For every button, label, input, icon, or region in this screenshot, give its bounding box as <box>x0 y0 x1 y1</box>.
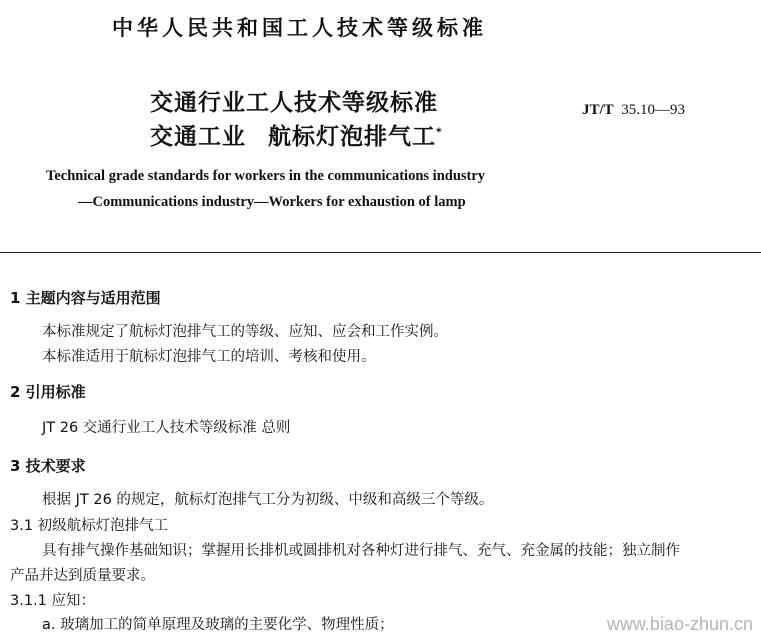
document-title-line1: 交通行业工人技术等级标准 <box>150 90 438 116</box>
standard-code-number: 35.10—93 <box>621 102 685 118</box>
header-divider <box>0 252 761 253</box>
section-1-paragraph-2: 本标准适用于航标灯泡排气工的培训、考核和使用。 <box>42 349 376 365</box>
section-3-1-paragraph-line2: 产品并达到质量要求。 <box>10 568 155 584</box>
section-3-1-1-item-a: a. 玻璃加工的简单原理及玻璃的主要化学、物理性质； <box>42 617 394 633</box>
document-title-line2 <box>150 118 443 151</box>
section-2-reference: JT 26 交通行业工人技术等级标准 总则 <box>42 420 291 436</box>
title-occupation: 航标灯泡排气工 <box>268 124 436 150</box>
section-3-1-1-heading: 3.1.1 应知： <box>10 593 96 609</box>
section-3-1-heading: 3.1 初级航标灯泡排气工 <box>10 518 169 534</box>
footnote-mark: * <box>436 125 443 139</box>
section-2-heading: 2 引用标准 <box>10 383 86 401</box>
english-title-line1: Technical grade standards for workers in the communications industry <box>46 168 486 184</box>
standard-code-prefix: JT/T <box>582 102 614 118</box>
section-1-heading: 1 主题内容与适用范围 <box>10 289 161 307</box>
section-3-1-paragraph-line1: 具有排气操作基础知识；掌握用长排机或圆排机对各种灯进行排气、充气、充金属的技能；独立制作 <box>42 543 680 559</box>
english-title-line2: —Communications industry—Workers for exhaustion of lamp <box>78 194 466 210</box>
watermark: www.biao-zhun.cn <box>606 614 753 634</box>
section-3-paragraph: 根据 JT 26 的规定，航标灯泡排气工分为初级、中级和高级三个等级。 <box>42 492 494 508</box>
section-3-heading: 3 技术要求 <box>10 457 86 475</box>
standard-code <box>582 102 685 119</box>
section-1-paragraph-1: 本标准规定了航标灯泡排气工的等级、应知、应会和工作实例。 <box>42 324 448 340</box>
national-standard-header: 中华人民共和国工人技术等级标准 <box>112 16 487 40</box>
title-industry: 交通工业 <box>150 124 246 150</box>
